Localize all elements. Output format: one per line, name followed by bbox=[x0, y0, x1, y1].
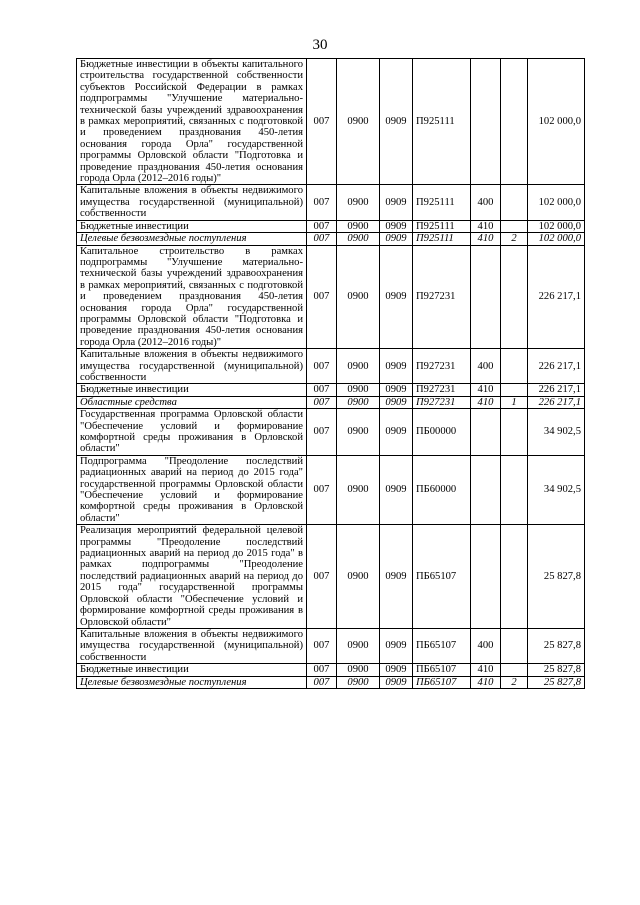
target-article-cell: П925111 bbox=[413, 185, 471, 220]
row-name-cell: Бюджетные инвестиции bbox=[77, 384, 307, 396]
expense-type-cell: 410 bbox=[471, 384, 501, 396]
ministry-code-cell: 007 bbox=[307, 233, 337, 245]
amount-cell: 34 902,5 bbox=[528, 409, 585, 456]
table-row bbox=[77, 676, 585, 688]
section-code-cell: 0900 bbox=[337, 233, 380, 245]
section-code-cell: 0900 bbox=[337, 628, 380, 663]
row-name-cell: Подпрограмма "Преодоление последствий радиационных аварий на период до 2015 года" государственной программы Орловской области "Обеспечение условий и формирование комфортной среды проживания в Орловской области" bbox=[77, 455, 307, 524]
target-article-cell: ПБ65107 bbox=[413, 628, 471, 663]
section-code-cell: 0900 bbox=[337, 396, 380, 408]
target-article-cell: П925111 bbox=[413, 233, 471, 245]
target-article-cell: П925111 bbox=[413, 59, 471, 185]
amount-cell: 226 217,1 bbox=[528, 396, 585, 408]
expense-type-cell bbox=[471, 59, 501, 185]
section-code-cell: 0900 bbox=[337, 245, 380, 349]
subsection-code-cell: 0909 bbox=[380, 349, 413, 384]
ministry-code-cell: 007 bbox=[307, 220, 337, 232]
ministry-code-cell: 007 bbox=[307, 384, 337, 396]
ministry-code-cell: 007 bbox=[307, 455, 337, 524]
row-name-cell: Капитальное строительство в рамках подпрограммы "Улучшение материально-технической базы учреждений здравоохранения в рамках мероприятий, связанных с подготовкой и проведением празднования 450-летия основания города Орла" государственной программы Орловской области "Подготовка и проведение празднования 450-летия основания города Орла (2012–2016 годы)" bbox=[77, 245, 307, 349]
table-row bbox=[77, 664, 585, 676]
amount-cell: 25 827,8 bbox=[528, 525, 585, 629]
table-row bbox=[77, 396, 585, 408]
row-name-cell: Бюджетные инвестиции bbox=[77, 664, 307, 676]
target-article-cell: П927231 bbox=[413, 349, 471, 384]
table-row bbox=[77, 185, 585, 220]
expense-type-cell: 400 bbox=[471, 349, 501, 384]
section-code-cell: 0900 bbox=[337, 676, 380, 688]
budget-table-body bbox=[77, 59, 585, 689]
expense-type-cell bbox=[471, 409, 501, 456]
funding-source-cell: 2 bbox=[501, 676, 528, 688]
subsection-code-cell: 0909 bbox=[380, 233, 413, 245]
funding-source-cell bbox=[501, 384, 528, 396]
amount-cell: 25 827,8 bbox=[528, 676, 585, 688]
table-row bbox=[77, 245, 585, 349]
subsection-code-cell: 0909 bbox=[380, 628, 413, 663]
funding-source-cell bbox=[501, 525, 528, 629]
section-code-cell: 0900 bbox=[337, 409, 380, 456]
row-name-cell: Реализация мероприятий федеральной целевой программы "Преодоление последствий радиационных аварий на период до 2015 года" в рамках подпрограммы "Преодоление последствий радиационных аварий на период до 2015 года" государственной программы Орловской области "Обеспечение условий и формирование комфортной среды проживания в Орловской области" bbox=[77, 525, 307, 629]
row-name-cell: Целевые безвозмездные поступления bbox=[77, 676, 307, 688]
subsection-code-cell: 0909 bbox=[380, 59, 413, 185]
expense-type-cell bbox=[471, 455, 501, 524]
subsection-code-cell: 0909 bbox=[380, 185, 413, 220]
target-article-cell: П927231 bbox=[413, 396, 471, 408]
amount-cell: 102 000,0 bbox=[528, 233, 585, 245]
expense-type-cell: 410 bbox=[471, 396, 501, 408]
funding-source-cell: 1 bbox=[501, 396, 528, 408]
expense-type-cell: 400 bbox=[471, 185, 501, 220]
table-row bbox=[77, 628, 585, 663]
target-article-cell: П927231 bbox=[413, 245, 471, 349]
funding-source-cell bbox=[501, 664, 528, 676]
expense-type-cell bbox=[471, 525, 501, 629]
ministry-code-cell: 007 bbox=[307, 628, 337, 663]
ministry-code-cell: 007 bbox=[307, 185, 337, 220]
subsection-code-cell: 0909 bbox=[380, 676, 413, 688]
funding-source-cell bbox=[501, 59, 528, 185]
funding-source-cell bbox=[501, 220, 528, 232]
table-row bbox=[77, 384, 585, 396]
funding-source-cell bbox=[501, 349, 528, 384]
subsection-code-cell: 0909 bbox=[380, 245, 413, 349]
funding-source-cell bbox=[501, 185, 528, 220]
funding-source-cell bbox=[501, 628, 528, 663]
section-code-cell: 0900 bbox=[337, 185, 380, 220]
section-code-cell: 0900 bbox=[337, 525, 380, 629]
amount-cell: 34 902,5 bbox=[528, 455, 585, 524]
amount-cell: 102 000,0 bbox=[528, 185, 585, 220]
row-name-cell: Областные средства bbox=[77, 396, 307, 408]
section-code-cell: 0900 bbox=[337, 455, 380, 524]
row-name-cell: Капитальные вложения в объекты недвижимого имущества государственной (муниципальной) собственности bbox=[77, 349, 307, 384]
row-name-cell: Капитальные вложения в объекты недвижимого имущества государственной (муниципальной) собственности bbox=[77, 628, 307, 663]
table-row bbox=[77, 59, 585, 185]
page-number: 30 bbox=[312, 37, 328, 53]
table-row bbox=[77, 525, 585, 629]
ministry-code-cell: 007 bbox=[307, 396, 337, 408]
expense-type-cell: 400 bbox=[471, 628, 501, 663]
amount-cell: 102 000,0 bbox=[528, 59, 585, 185]
budget-table bbox=[76, 58, 585, 689]
expense-type-cell: 410 bbox=[471, 220, 501, 232]
target-article-cell: ПБ00000 bbox=[413, 409, 471, 456]
row-name-cell: Бюджетные инвестиции в объекты капитального строительства государственной собственности субъектов Российской Федерации в рамках подпрограммы "Улучшение материально-технической базы учреждений здравоохранения в рамках мероприятий, связанных с подготовкой и проведением празднования 450-летия основания города Орла" государственной программы Орловской области "Подготовка и проведение празднования 450-летия основания города Орла (2012–2016 годы)" bbox=[77, 59, 307, 185]
subsection-code-cell: 0909 bbox=[380, 396, 413, 408]
ministry-code-cell: 007 bbox=[307, 59, 337, 185]
ministry-code-cell: 007 bbox=[307, 349, 337, 384]
table-row bbox=[77, 349, 585, 384]
subsection-code-cell: 0909 bbox=[380, 455, 413, 524]
subsection-code-cell: 0909 bbox=[380, 384, 413, 396]
funding-source-cell bbox=[501, 409, 528, 456]
amount-cell: 226 217,1 bbox=[528, 245, 585, 349]
section-code-cell: 0900 bbox=[337, 349, 380, 384]
target-article-cell: П925111 bbox=[413, 220, 471, 232]
target-article-cell: ПБ65107 bbox=[413, 525, 471, 629]
expense-type-cell: 410 bbox=[471, 233, 501, 245]
funding-source-cell bbox=[501, 455, 528, 524]
amount-cell: 226 217,1 bbox=[528, 349, 585, 384]
table-row bbox=[77, 233, 585, 245]
ministry-code-cell: 007 bbox=[307, 676, 337, 688]
subsection-code-cell: 0909 bbox=[380, 664, 413, 676]
section-code-cell: 0900 bbox=[337, 59, 380, 185]
section-code-cell: 0900 bbox=[337, 664, 380, 676]
row-name-cell: Бюджетные инвестиции bbox=[77, 220, 307, 232]
subsection-code-cell: 0909 bbox=[380, 525, 413, 629]
funding-source-cell: 2 bbox=[501, 233, 528, 245]
row-name-cell: Государственная программа Орловской области "Обеспечение условий и формирование комфортной среды проживания в Орловской области" bbox=[77, 409, 307, 456]
table-row bbox=[77, 455, 585, 524]
ministry-code-cell: 007 bbox=[307, 245, 337, 349]
table-row bbox=[77, 409, 585, 456]
funding-source-cell bbox=[501, 245, 528, 349]
amount-cell: 226 217,1 bbox=[528, 384, 585, 396]
target-article-cell: П927231 bbox=[413, 384, 471, 396]
subsection-code-cell: 0909 bbox=[380, 409, 413, 456]
expense-type-cell: 410 bbox=[471, 676, 501, 688]
section-code-cell: 0900 bbox=[337, 384, 380, 396]
target-article-cell: ПБ60000 bbox=[413, 455, 471, 524]
subsection-code-cell: 0909 bbox=[380, 220, 413, 232]
row-name-cell: Капитальные вложения в объекты недвижимого имущества государственной (муниципальной) собственности bbox=[77, 185, 307, 220]
ministry-code-cell: 007 bbox=[307, 525, 337, 629]
expense-type-cell: 410 bbox=[471, 664, 501, 676]
expense-type-cell bbox=[471, 245, 501, 349]
table-row bbox=[77, 220, 585, 232]
section-code-cell: 0900 bbox=[337, 220, 380, 232]
amount-cell: 25 827,8 bbox=[528, 664, 585, 676]
target-article-cell: ПБ65107 bbox=[413, 676, 471, 688]
amount-cell: 25 827,8 bbox=[528, 628, 585, 663]
ministry-code-cell: 007 bbox=[307, 409, 337, 456]
amount-cell: 102 000,0 bbox=[528, 220, 585, 232]
target-article-cell: ПБ65107 bbox=[413, 664, 471, 676]
ministry-code-cell: 007 bbox=[307, 664, 337, 676]
row-name-cell: Целевые безвозмездные поступления bbox=[77, 233, 307, 245]
